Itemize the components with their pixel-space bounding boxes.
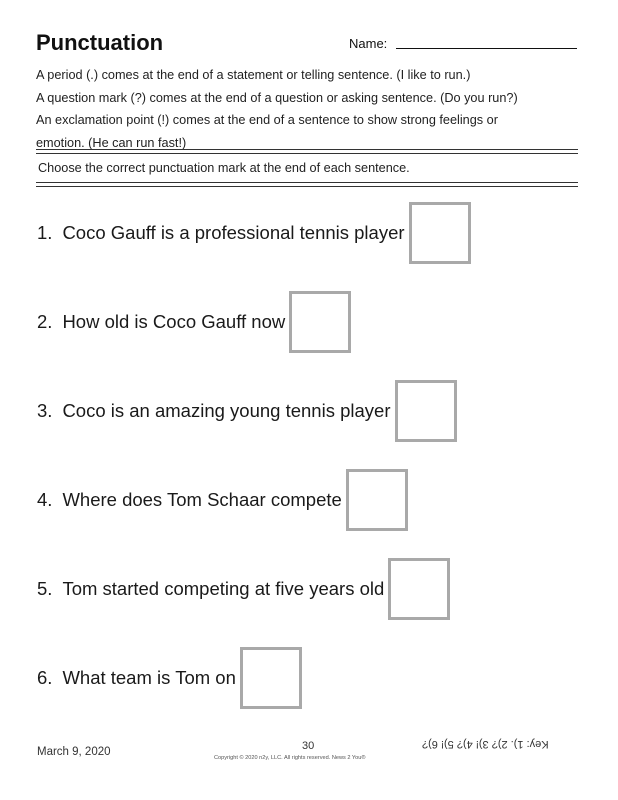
copyright-notice: Copyright © 2020 n2y, LLC. All rights reserved. News 2 You® — [214, 755, 366, 761]
intro-line-exclamation-cont: emotion. (He can run fast!) — [36, 135, 187, 150]
divider-rule — [36, 182, 578, 183]
question-text: Coco is an amazing young tennis player — [62, 400, 391, 421]
question-number: 3. — [37, 400, 53, 421]
answer-box[interactable] — [240, 647, 302, 709]
question-text: Coco Gauff is a professional tennis player — [62, 222, 405, 243]
question-number: 2. — [37, 311, 53, 332]
intro-line-question: A question mark (?) comes at the end of a question or asking sentence. (Do you run?) — [36, 90, 518, 105]
footer-date: March 9, 2020 — [37, 746, 111, 758]
page-number: 30 — [302, 740, 315, 752]
question-5 — [37, 558, 450, 620]
divider-rule — [36, 153, 578, 154]
intro-line-period: A period (.) comes at the end of a statement or telling sentence. (I like to run.) — [36, 68, 471, 82]
question-text: Tom started competing at five years old — [62, 578, 385, 599]
answer-box[interactable] — [289, 291, 351, 353]
page-title: Punctuation — [36, 30, 164, 55]
divider-rule — [36, 186, 578, 187]
question-number: 4. — [37, 489, 53, 510]
question-number: 6. — [37, 667, 53, 688]
answer-key: Key: 1). 2)? 3)! 4)? 5)! 6)? — [422, 738, 549, 750]
question-text: Where does Tom Schaar compete — [62, 489, 342, 510]
question-4 — [37, 469, 408, 531]
answer-box[interactable] — [395, 380, 457, 442]
question-6 — [37, 647, 302, 709]
intro-paragraph — [36, 64, 596, 154]
divider-rule — [36, 149, 578, 150]
question-1 — [37, 202, 471, 264]
answer-box[interactable] — [409, 202, 471, 264]
question-number: 1. — [37, 222, 53, 243]
question-number: 5. — [37, 578, 53, 599]
answer-box[interactable] — [388, 558, 450, 620]
question-2 — [37, 291, 351, 353]
name-label: Name: — [349, 36, 388, 51]
question-text: How old is Coco Gauff now — [62, 311, 286, 332]
question-text: What team is Tom on — [62, 667, 236, 688]
instructions: Choose the correct punctuation mark at the end of each sentence. — [38, 161, 410, 175]
answer-box[interactable] — [346, 469, 408, 531]
question-3 — [37, 380, 457, 442]
name-field-line[interactable] — [396, 48, 577, 49]
intro-line-exclamation: An exclamation point (!) comes at the end of a sentence to show strong feelings or — [36, 113, 498, 127]
